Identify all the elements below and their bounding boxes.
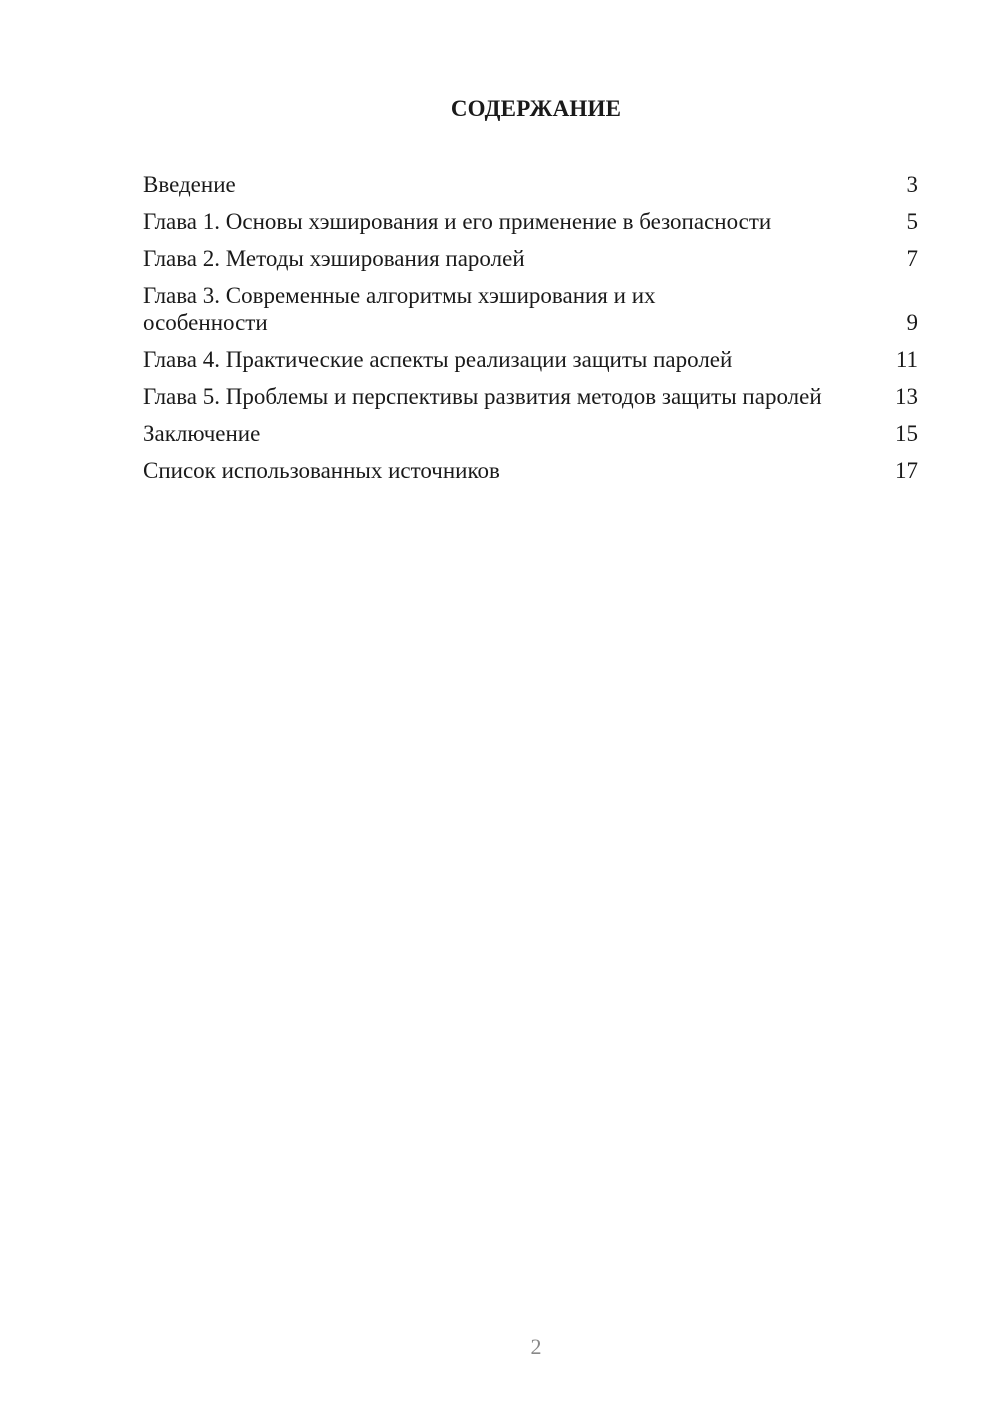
toc-entry-label: Введение [143,172,236,197]
toc-entry-label: Глава 3. Современные алгоритмы хэширования и их особенности [143,283,656,335]
toc-entry-label: Глава 1. Основы хэширования и его применение в безопасности [143,209,772,234]
toc-entry [143,171,918,198]
toc-title: СОДЕРЖАНИЕ [450,96,622,121]
toc-entry-label: Список использованных источников [143,458,500,483]
toc-entry-page: 5 [906,209,918,234]
toc-entry [143,208,918,235]
toc-entry-page: 13 [895,384,918,409]
toc-entry-label: Глава 4. Практические аспекты реализации защиты паролей [143,347,733,372]
toc-list [143,171,918,494]
toc-entry [143,457,918,484]
toc-entry-page: 17 [895,458,918,483]
toc-entry [143,245,918,272]
toc-entry-page: 15 [895,421,918,446]
toc-entry [143,346,918,373]
toc-entry [143,383,918,410]
toc-entry-page: 7 [906,246,918,271]
toc-entry [143,282,918,336]
toc-entry-label: Глава 2. Методы хэширования паролей [143,246,525,271]
page-number: 2 [530,1334,542,1359]
toc-entry [143,420,918,447]
toc-entry-page: 3 [906,172,918,197]
toc-entry-page: 9 [906,310,918,335]
toc-entry-page: 11 [895,347,918,372]
toc-entry-label: Глава 5. Проблемы и перспективы развития методов защиты паролей [143,384,822,409]
toc-entry-label: Заключение [143,421,261,446]
